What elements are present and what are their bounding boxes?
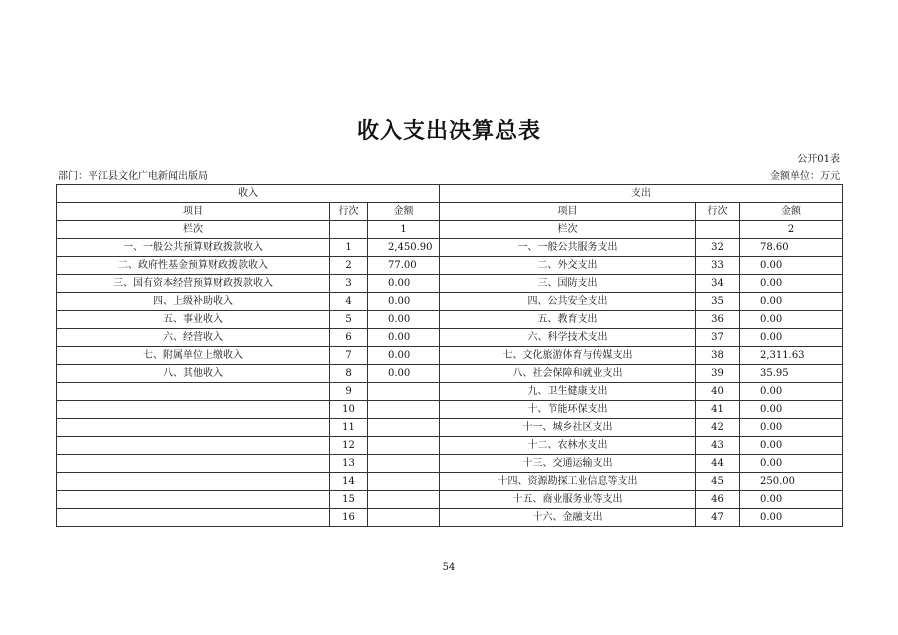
- income-item-header: 项目: [57, 203, 330, 221]
- income-section-header: 收入: [57, 185, 440, 203]
- income-item-cell: [57, 509, 330, 527]
- income-item-cell: 八、其他收入: [57, 365, 330, 383]
- income-item-cell: [57, 473, 330, 491]
- income-item-cell: 一、一般公共预算财政拨款收入: [57, 239, 330, 257]
- income-amount-cell: [368, 419, 440, 437]
- expense-item-cell: 五、教育支出: [440, 311, 696, 329]
- expense-column-index: 2: [740, 221, 843, 239]
- expense-line-cell: 38: [696, 347, 740, 365]
- income-line-cell: 8: [330, 365, 368, 383]
- table-row: [57, 257, 843, 275]
- expense-item-cell: 十二、农林水支出: [440, 437, 696, 455]
- income-item-cell: [57, 455, 330, 473]
- expense-line-cell: 37: [696, 329, 740, 347]
- expense-amount-cell: 0.00: [740, 455, 843, 473]
- expense-item-cell: 十、节能环保支出: [440, 401, 696, 419]
- expense-item-cell: 九、卫生健康支出: [440, 383, 696, 401]
- income-amount-cell: [368, 401, 440, 419]
- table-row: [57, 311, 843, 329]
- empty-cell: [330, 221, 368, 239]
- amount-unit-label: 金额单位：万元: [770, 171, 840, 182]
- income-line-cell: 5: [330, 311, 368, 329]
- expense-item-cell: 三、国防支出: [440, 275, 696, 293]
- income-amount-cell: [368, 437, 440, 455]
- empty-cell: [696, 221, 740, 239]
- page-number: 54: [442, 562, 456, 573]
- expense-line-header: 行次: [696, 203, 740, 221]
- section-header-row: [57, 185, 843, 203]
- expense-section-header: 支出: [440, 185, 843, 203]
- expense-line-cell: 33: [696, 257, 740, 275]
- income-item-cell: [57, 401, 330, 419]
- income-amount-cell: [368, 509, 440, 527]
- expense-item-cell: 七、文化旅游体育与传媒支出: [440, 347, 696, 365]
- form-number: 公开01表: [797, 154, 840, 165]
- income-amount-cell: 0.00: [368, 275, 440, 293]
- table-row: [57, 383, 843, 401]
- table-row: [57, 401, 843, 419]
- expense-line-cell: 45: [696, 473, 740, 491]
- expense-item-cell: 六、科学技术支出: [440, 329, 696, 347]
- income-line-cell: 12: [330, 437, 368, 455]
- table-row: [57, 491, 843, 509]
- income-line-cell: 3: [330, 275, 368, 293]
- expense-amount-cell: 0.00: [740, 293, 843, 311]
- expense-line-cell: 36: [696, 311, 740, 329]
- income-amount-cell: [368, 491, 440, 509]
- department-label: 部门：平江县文化广电新闻出版局: [58, 171, 208, 182]
- expense-line-cell: 35: [696, 293, 740, 311]
- income-line-header: 行次: [330, 203, 368, 221]
- income-amount-cell: 0.00: [368, 365, 440, 383]
- expense-amount-cell: 250.00: [740, 473, 843, 491]
- column-header-row: [57, 203, 843, 221]
- expense-amount-cell: 0.00: [740, 419, 843, 437]
- income-column-index: 1: [368, 221, 440, 239]
- expense-line-cell: 47: [696, 509, 740, 527]
- income-item-cell: [57, 437, 330, 455]
- income-amount-cell: 0.00: [368, 311, 440, 329]
- expense-line-cell: 39: [696, 365, 740, 383]
- expense-line-cell: 40: [696, 383, 740, 401]
- expense-line-cell: 44: [696, 455, 740, 473]
- income-amount-cell: 0.00: [368, 347, 440, 365]
- table-row: [57, 293, 843, 311]
- table-body: [57, 239, 843, 527]
- expense-amount-cell: 35.95: [740, 365, 843, 383]
- table-row: [57, 347, 843, 365]
- income-item-cell: 五、事业收入: [57, 311, 330, 329]
- expense-line-cell: 46: [696, 491, 740, 509]
- table-row: [57, 437, 843, 455]
- expense-item-cell: 十五、商业服务业等支出: [440, 491, 696, 509]
- column-index-label: 栏次: [57, 221, 330, 239]
- expense-line-cell: 34: [696, 275, 740, 293]
- expense-line-cell: 43: [696, 437, 740, 455]
- income-line-cell: 11: [330, 419, 368, 437]
- income-line-cell: 15: [330, 491, 368, 509]
- expense-amount-cell: 0.00: [740, 401, 843, 419]
- income-line-cell: 4: [330, 293, 368, 311]
- income-amount-cell: 2,450.90: [368, 239, 440, 257]
- income-line-cell: 9: [330, 383, 368, 401]
- expense-item-cell: 二、外交支出: [440, 257, 696, 275]
- income-amount-cell: [368, 455, 440, 473]
- expense-amount-header: 金额: [740, 203, 843, 221]
- income-amount-cell: 0.00: [368, 329, 440, 347]
- income-line-cell: 14: [330, 473, 368, 491]
- income-line-cell: 2: [330, 257, 368, 275]
- expense-item-cell: 十六、金融支出: [440, 509, 696, 527]
- expense-amount-cell: 0.00: [740, 311, 843, 329]
- income-item-cell: [57, 383, 330, 401]
- expense-amount-cell: 0.00: [740, 491, 843, 509]
- table-row: [57, 473, 843, 491]
- expense-amount-cell: 2,311.63: [740, 347, 843, 365]
- expense-item-cell: 一、一般公共服务支出: [440, 239, 696, 257]
- expense-amount-cell: 0.00: [740, 509, 843, 527]
- income-amount-cell: 0.00: [368, 293, 440, 311]
- income-amount-header: 金额: [368, 203, 440, 221]
- income-expense-table: [56, 184, 843, 527]
- expense-item-cell: 十三、交通运输支出: [440, 455, 696, 473]
- income-line-cell: 13: [330, 455, 368, 473]
- expense-line-cell: 32: [696, 239, 740, 257]
- income-line-cell: 6: [330, 329, 368, 347]
- table-row: [57, 275, 843, 293]
- income-amount-cell: 77.00: [368, 257, 440, 275]
- income-item-cell: 三、国有资本经营预算财政拨款收入: [57, 275, 330, 293]
- table-row: [57, 509, 843, 527]
- expense-amount-cell: 0.00: [740, 437, 843, 455]
- income-item-cell: [57, 491, 330, 509]
- expense-amount-cell: 0.00: [740, 257, 843, 275]
- expense-amount-cell: 0.00: [740, 329, 843, 347]
- expense-item-cell: 十一、城乡社区支出: [440, 419, 696, 437]
- income-item-cell: 六、经营收入: [57, 329, 330, 347]
- income-item-cell: 二、政府性基金预算财政拨款收入: [57, 257, 330, 275]
- table-row: [57, 365, 843, 383]
- table-row: [57, 455, 843, 473]
- income-line-cell: 10: [330, 401, 368, 419]
- income-amount-cell: [368, 473, 440, 491]
- income-line-cell: 1: [330, 239, 368, 257]
- table-row: [57, 239, 843, 257]
- expense-item-header: 项目: [440, 203, 696, 221]
- income-line-cell: 16: [330, 509, 368, 527]
- expense-line-cell: 42: [696, 419, 740, 437]
- income-item-cell: 七、附属单位上缴收入: [57, 347, 330, 365]
- expense-amount-cell: 78.60: [740, 239, 843, 257]
- column-index-row: [57, 221, 843, 239]
- expense-amount-cell: 0.00: [740, 275, 843, 293]
- expense-item-cell: 八、社会保障和就业支出: [440, 365, 696, 383]
- expense-item-cell: 十四、资源勘探工业信息等支出: [440, 473, 696, 491]
- page-title: 收入支出决算总表: [356, 119, 541, 144]
- income-item-cell: [57, 419, 330, 437]
- income-line-cell: 7: [330, 347, 368, 365]
- expense-amount-cell: 0.00: [740, 383, 843, 401]
- column-index-label: 栏次: [440, 221, 696, 239]
- income-item-cell: 四、上级补助收入: [57, 293, 330, 311]
- income-amount-cell: [368, 383, 440, 401]
- table-row: [57, 419, 843, 437]
- table-row: [57, 329, 843, 347]
- expense-line-cell: 41: [696, 401, 740, 419]
- expense-item-cell: 四、公共安全支出: [440, 293, 696, 311]
